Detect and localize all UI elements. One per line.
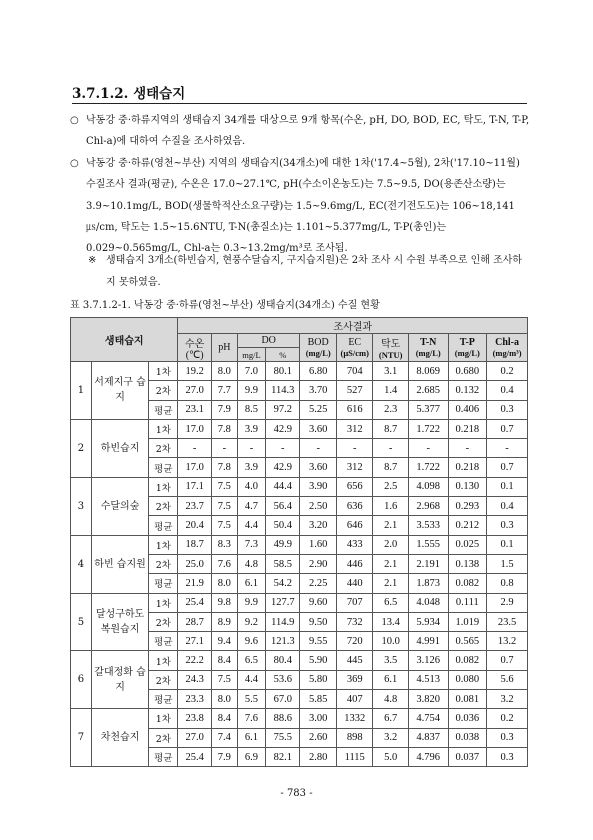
- table-row: [71, 477, 528, 496]
- value-cell: 3.2: [373, 728, 408, 747]
- value-cell: 7.4: [211, 728, 237, 747]
- survey-round: 평균: [149, 458, 178, 477]
- value-cell: 7.6: [237, 709, 265, 728]
- value-cell: 9.4: [211, 632, 237, 651]
- value-cell: 312: [336, 458, 373, 477]
- value-cell: 8.7: [373, 419, 408, 438]
- header-turbidity-unit: (NTU): [378, 350, 403, 360]
- value-cell: 4.4: [237, 670, 265, 689]
- value-cell: 8.0: [211, 574, 237, 593]
- site-number: 7: [71, 709, 92, 767]
- value-cell: 0.080: [448, 670, 487, 689]
- value-cell: 0.111: [448, 593, 487, 612]
- value-cell: 4.048: [408, 593, 448, 612]
- value-cell: 6.9: [237, 747, 265, 766]
- value-cell: 7.9: [211, 747, 237, 766]
- value-cell: 9.9: [237, 381, 265, 400]
- value-cell: 2.5: [373, 477, 408, 496]
- value-cell: 2.80: [300, 747, 337, 766]
- header-ec: [336, 334, 373, 362]
- value-cell: 0.130: [448, 477, 487, 496]
- value-cell: 4.098: [408, 477, 448, 496]
- survey-round: 2차: [149, 497, 178, 516]
- value-cell: 312: [336, 419, 373, 438]
- value-cell: 646: [336, 516, 373, 535]
- value-cell: 7.0: [237, 362, 265, 381]
- value-cell: 0.212: [448, 516, 487, 535]
- site-name: 차천습지: [91, 709, 148, 767]
- value-cell: 0.038: [448, 728, 487, 747]
- value-cell: 23.7: [178, 497, 211, 516]
- survey-round: 2차: [149, 554, 178, 573]
- value-cell: 28.7: [178, 612, 211, 631]
- value-cell: 369: [336, 670, 373, 689]
- value-cell: 440: [336, 574, 373, 593]
- value-cell: 8.4: [211, 651, 237, 670]
- value-cell: 4.513: [408, 670, 448, 689]
- survey-round: 평균: [149, 632, 178, 651]
- value-cell: 2.90: [300, 554, 337, 573]
- value-cell: 6.1: [237, 728, 265, 747]
- circle-bullet-icon: ○: [70, 115, 79, 126]
- paragraph-2: [70, 153, 530, 259]
- survey-round: 1차: [149, 593, 178, 612]
- value-cell: 3.70: [300, 381, 337, 400]
- value-cell: 49.9: [266, 535, 300, 554]
- header-temp-label: 수온: [184, 338, 205, 350]
- section-title: 생태습지: [133, 86, 186, 102]
- value-cell: 407: [336, 690, 373, 709]
- value-cell: 3.9: [237, 458, 265, 477]
- value-cell: 0.680: [448, 362, 487, 381]
- note-text: 생태습지 3개소(하빈습지, 현풍수달습지, 구지습지원)은 2차 조사 시 수원 부족으로 인해 조사하지 못하였음.: [106, 255, 523, 288]
- page-number: - 783 -: [280, 788, 313, 799]
- value-cell: 42.9: [266, 419, 300, 438]
- value-cell: 7.5: [211, 477, 237, 496]
- value-cell: 2.60: [300, 728, 337, 747]
- heading-underline: [72, 103, 527, 104]
- value-cell: 2.9: [487, 593, 528, 612]
- value-cell: 67.0: [266, 690, 300, 709]
- value-cell: 6.5: [237, 651, 265, 670]
- reference-mark-icon: ※: [88, 255, 97, 266]
- value-cell: 1.722: [408, 419, 448, 438]
- header-chla: [487, 334, 528, 362]
- header-tn-unit: (mg/L): [415, 348, 441, 358]
- value-cell: 25.0: [178, 554, 211, 573]
- survey-round: 평균: [149, 747, 178, 766]
- value-cell: 7.6: [211, 554, 237, 573]
- header-bod: [300, 334, 337, 362]
- value-cell: 88.6: [266, 709, 300, 728]
- survey-round: 1차: [149, 709, 178, 728]
- value-cell: 3.126: [408, 651, 448, 670]
- value-cell: 9.55: [300, 632, 337, 651]
- value-cell: 0.8: [487, 574, 528, 593]
- value-cell: 20.4: [178, 516, 211, 535]
- value-cell: 0.7: [487, 651, 528, 670]
- value-cell: 1.5: [487, 554, 528, 573]
- survey-round: 2차: [149, 728, 178, 747]
- value-cell: 23.1: [178, 400, 211, 419]
- value-cell: 2.685: [408, 381, 448, 400]
- value-cell: 17.1: [178, 477, 211, 496]
- value-cell: 6.1: [237, 574, 265, 593]
- value-cell: 9.50: [300, 612, 337, 631]
- value-cell: 5.377: [408, 400, 448, 419]
- paragraph-1: [70, 110, 530, 153]
- table-row: [71, 651, 528, 670]
- survey-round: 2차: [149, 439, 178, 458]
- value-cell: 704: [336, 362, 373, 381]
- survey-round: 평균: [149, 516, 178, 535]
- value-cell: 7.5: [211, 497, 237, 516]
- value-cell: 8.069: [408, 362, 448, 381]
- value-cell: 3.20: [300, 516, 337, 535]
- value-cell: 2.3: [373, 400, 408, 419]
- value-cell: 6.1: [373, 670, 408, 689]
- header-tp: [448, 334, 487, 362]
- value-cell: 2.1: [373, 554, 408, 573]
- value-cell: 3.60: [300, 419, 337, 438]
- value-cell: 1.722: [408, 458, 448, 477]
- site-name: 수달의숲: [91, 477, 148, 535]
- value-cell: 25.4: [178, 593, 211, 612]
- value-cell: 0.4: [487, 381, 528, 400]
- survey-round: 평균: [149, 574, 178, 593]
- value-cell: 1332: [336, 709, 373, 728]
- site-name: 하빈 습지원: [91, 535, 148, 593]
- site-number: 5: [71, 593, 92, 651]
- value-cell: 0.037: [448, 747, 487, 766]
- value-cell: 7.9: [211, 400, 237, 419]
- value-cell: 446: [336, 554, 373, 573]
- value-cell: 1.4: [373, 381, 408, 400]
- header-turbidity: [373, 334, 408, 362]
- value-cell: 8.3: [211, 535, 237, 554]
- survey-round: 2차: [149, 381, 178, 400]
- value-cell: 7.7: [211, 381, 237, 400]
- value-cell: -: [178, 439, 211, 458]
- value-cell: 8.0: [211, 690, 237, 709]
- value-cell: 4.8: [373, 690, 408, 709]
- value-cell: 720: [336, 632, 373, 651]
- value-cell: 2.0: [373, 535, 408, 554]
- value-cell: 2.968: [408, 497, 448, 516]
- value-cell: 3.2: [487, 690, 528, 709]
- value-cell: 0.7: [487, 419, 528, 438]
- site-number: 2: [71, 419, 92, 477]
- value-cell: 616: [336, 400, 373, 419]
- value-cell: 0.218: [448, 458, 487, 477]
- value-cell: -: [300, 439, 337, 458]
- value-cell: 5.0: [373, 747, 408, 766]
- value-cell: 2.1: [373, 574, 408, 593]
- header-bod-label: BOD: [307, 337, 329, 348]
- value-cell: 0.3: [487, 516, 528, 535]
- site-number: 1: [71, 362, 92, 420]
- value-cell: 4.991: [408, 632, 448, 651]
- value-cell: 3.820: [408, 690, 448, 709]
- value-cell: 9.2: [237, 612, 265, 631]
- value-cell: -: [448, 439, 487, 458]
- value-cell: 17.0: [178, 458, 211, 477]
- value-cell: 22.2: [178, 651, 211, 670]
- value-cell: 127.7: [266, 593, 300, 612]
- survey-round: 1차: [149, 535, 178, 554]
- value-cell: -: [373, 439, 408, 458]
- value-cell: 56.4: [266, 497, 300, 516]
- value-cell: 23.3: [178, 690, 211, 709]
- value-cell: 0.036: [448, 709, 487, 728]
- value-cell: 7.3: [237, 535, 265, 554]
- header-ec-unit: (μS/cm): [340, 348, 369, 358]
- value-cell: 4.837: [408, 728, 448, 747]
- section-heading: [72, 82, 185, 102]
- table-body: [71, 362, 528, 767]
- site-name: 서제지구 습지: [91, 362, 148, 420]
- value-cell: 0.082: [448, 651, 487, 670]
- survey-round: 2차: [149, 612, 178, 631]
- table-caption: 표 3.7.1.2-1. 낙동강 중·하류(영천~부산) 생태습지(34개소) 수질 현황: [70, 300, 380, 311]
- value-cell: 19.2: [178, 362, 211, 381]
- value-cell: 3.533: [408, 516, 448, 535]
- site-name: 하빈습지: [91, 419, 148, 477]
- value-cell: 53.6: [266, 670, 300, 689]
- survey-round: 1차: [149, 362, 178, 381]
- header-tn: [408, 334, 448, 362]
- value-cell: 4.7: [237, 497, 265, 516]
- value-cell: 2.191: [408, 554, 448, 573]
- value-cell: 8.7: [373, 458, 408, 477]
- site-name: 갈대정화 습지: [91, 651, 148, 709]
- value-cell: 3.60: [300, 458, 337, 477]
- value-cell: 3.9: [237, 419, 265, 438]
- value-cell: 1.60: [300, 535, 337, 554]
- value-cell: 7.5: [211, 670, 237, 689]
- survey-round: 2차: [149, 670, 178, 689]
- survey-round: 1차: [149, 477, 178, 496]
- value-cell: 5.80: [300, 670, 337, 689]
- value-cell: 23.5: [487, 612, 528, 631]
- header-turbidity-label: 탁도: [381, 339, 401, 350]
- value-cell: 433: [336, 535, 373, 554]
- value-cell: 18.7: [178, 535, 211, 554]
- value-cell: 9.8: [211, 593, 237, 612]
- value-cell: 4.8: [237, 554, 265, 573]
- paragraph-text: 낙동강 중·하류(영천~부산) 지역의 생태습지(34개소)에 대한 1차('17.4~5월), 2차('17.10~11월) 수질조사 결과(평균), 수온은 17.0~27.1℃, pH(수소이온농도)는 7.5~9.5, DO(용존산소량)는 3.9~10.1mg/L, BOD(생물학적산소요구량)는 1.5~9.6mg/L, EC(전기전도도)는 106~18,141㎲/cm, 탁도는 1.5~15.6NTU, T-N(총질소)는 1.101~5.377mg/L, T-P(총인)는 0.029~0.565mg/L, Chl-a는 0.3~13.2mg/m³로 조사됨.: [86, 158, 520, 255]
- value-cell: 23.8: [178, 709, 211, 728]
- value-cell: 0.3: [487, 400, 528, 419]
- value-cell: 10.0: [373, 632, 408, 651]
- value-cell: 0.2: [487, 362, 528, 381]
- value-cell: 3.5: [373, 651, 408, 670]
- circle-bullet-icon: ○: [70, 158, 79, 169]
- value-cell: 5.25: [300, 400, 337, 419]
- header-site: 생태습지: [71, 318, 178, 362]
- section-number: 3.7.1.2.: [72, 86, 129, 102]
- survey-round: 1차: [149, 651, 178, 670]
- site-number: 6: [71, 651, 92, 709]
- survey-round: 평균: [149, 690, 178, 709]
- value-cell: 42.9: [266, 458, 300, 477]
- value-cell: 7.5: [211, 516, 237, 535]
- value-cell: 0.4: [487, 497, 528, 516]
- header-chla-label: Chl-a: [495, 337, 519, 348]
- value-cell: 5.5: [237, 690, 265, 709]
- value-cell: 732: [336, 612, 373, 631]
- header-tp-unit: (mg/L): [454, 348, 480, 358]
- value-cell: 4.754: [408, 709, 448, 728]
- header-results: 조사결과: [178, 318, 528, 334]
- value-cell: 27.1: [178, 632, 211, 651]
- value-cell: 24.3: [178, 670, 211, 689]
- value-cell: 50.4: [266, 516, 300, 535]
- value-cell: -: [408, 439, 448, 458]
- value-cell: 0.7: [487, 458, 528, 477]
- header-do-pct: %: [266, 348, 300, 362]
- value-cell: -: [336, 439, 373, 458]
- survey-round: 평균: [149, 400, 178, 419]
- value-cell: 13.4: [373, 612, 408, 631]
- value-cell: 0.218: [448, 419, 487, 438]
- value-cell: 3.00: [300, 709, 337, 728]
- value-cell: 4.4: [237, 516, 265, 535]
- value-cell: 75.5: [266, 728, 300, 747]
- value-cell: 7.8: [211, 458, 237, 477]
- value-cell: 0.293: [448, 497, 487, 516]
- value-cell: 58.5: [266, 554, 300, 573]
- table-row: [71, 709, 528, 728]
- value-cell: 5.934: [408, 612, 448, 631]
- header-tp-label: T-P: [459, 337, 475, 348]
- value-cell: -: [487, 439, 528, 458]
- value-cell: 1.873: [408, 574, 448, 593]
- value-cell: 8.9: [211, 612, 237, 631]
- value-cell: 25.4: [178, 747, 211, 766]
- survey-round: 1차: [149, 419, 178, 438]
- value-cell: 0.138: [448, 554, 487, 573]
- value-cell: 9.6: [237, 632, 265, 651]
- value-cell: 27.0: [178, 381, 211, 400]
- value-cell: 80.4: [266, 651, 300, 670]
- value-cell: 1.6: [373, 497, 408, 516]
- value-cell: -: [237, 439, 265, 458]
- value-cell: 54.2: [266, 574, 300, 593]
- site-number: 4: [71, 535, 92, 593]
- value-cell: 0.3: [487, 747, 528, 766]
- table-row: [71, 535, 528, 554]
- value-cell: 2.1: [373, 516, 408, 535]
- value-cell: 3.90: [300, 477, 337, 496]
- value-cell: 0.565: [448, 632, 487, 651]
- water-quality-table: [70, 317, 528, 767]
- value-cell: 1.019: [448, 612, 487, 631]
- value-cell: 4.0: [237, 477, 265, 496]
- value-cell: 27.0: [178, 728, 211, 747]
- value-cell: 17.0: [178, 419, 211, 438]
- value-cell: 0.1: [487, 477, 528, 496]
- site-number: 3: [71, 477, 92, 535]
- header-do-mgl: mg/L: [237, 348, 265, 362]
- value-cell: 114.9: [266, 612, 300, 631]
- value-cell: 8.4: [211, 709, 237, 728]
- value-cell: 3.1: [373, 362, 408, 381]
- value-cell: 9.9: [237, 593, 265, 612]
- header-chla-unit: (mg/m³): [492, 348, 522, 358]
- value-cell: 636: [336, 497, 373, 516]
- value-cell: 8.5: [237, 400, 265, 419]
- note: [88, 250, 528, 293]
- table-row: [71, 419, 528, 438]
- table-row: [71, 593, 528, 612]
- paragraph-text: 낙동강 중·하류지역의 생태습지 34개를 대상으로 9개 항목(수온, pH, DO, BOD, EC, 탁도, T-N, T-P, Chl-a)에 대하여 수질을 조사하였음.: [86, 115, 530, 148]
- value-cell: 707: [336, 593, 373, 612]
- value-cell: 6.7: [373, 709, 408, 728]
- value-cell: 1115: [336, 747, 373, 766]
- value-cell: 13.2: [487, 632, 528, 651]
- value-cell: 0.2: [487, 709, 528, 728]
- header-do: DO: [237, 334, 300, 348]
- value-cell: 8.0: [211, 362, 237, 381]
- value-cell: 0.406: [448, 400, 487, 419]
- value-cell: 0.132: [448, 381, 487, 400]
- value-cell: 44.4: [266, 477, 300, 496]
- value-cell: 445: [336, 651, 373, 670]
- value-cell: 656: [336, 477, 373, 496]
- value-cell: 2.50: [300, 497, 337, 516]
- value-cell: 4.796: [408, 747, 448, 766]
- value-cell: 1.555: [408, 535, 448, 554]
- value-cell: 21.9: [178, 574, 211, 593]
- value-cell: 114.3: [266, 381, 300, 400]
- value-cell: 97.2: [266, 400, 300, 419]
- header-tn-label: T-N: [420, 337, 437, 348]
- header-temp-unit: (℃): [185, 349, 204, 361]
- value-cell: 5.6: [487, 670, 528, 689]
- value-cell: 898: [336, 728, 373, 747]
- value-cell: 0.082: [448, 574, 487, 593]
- value-cell: 9.60: [300, 593, 337, 612]
- value-cell: -: [266, 439, 300, 458]
- header-ph: pH: [211, 334, 237, 362]
- value-cell: 527: [336, 381, 373, 400]
- value-cell: 6.5: [373, 593, 408, 612]
- value-cell: 82.1: [266, 747, 300, 766]
- value-cell: -: [211, 439, 237, 458]
- header-temp: [178, 334, 211, 362]
- value-cell: 80.1: [266, 362, 300, 381]
- header-bod-unit: (mg/L): [305, 348, 331, 358]
- value-cell: 0.025: [448, 535, 487, 554]
- value-cell: 0.081: [448, 690, 487, 709]
- header-ec-label: EC: [348, 337, 362, 348]
- value-cell: 0.1: [487, 535, 528, 554]
- value-cell: 0.3: [487, 728, 528, 747]
- value-cell: 5.85: [300, 690, 337, 709]
- value-cell: 2.25: [300, 574, 337, 593]
- value-cell: 121.3: [266, 632, 300, 651]
- value-cell: 5.90: [300, 651, 337, 670]
- site-name: 달성구하도 복원습지: [91, 593, 148, 651]
- table-row: [71, 362, 528, 381]
- value-cell: 6.80: [300, 362, 337, 381]
- value-cell: 7.8: [211, 419, 237, 438]
